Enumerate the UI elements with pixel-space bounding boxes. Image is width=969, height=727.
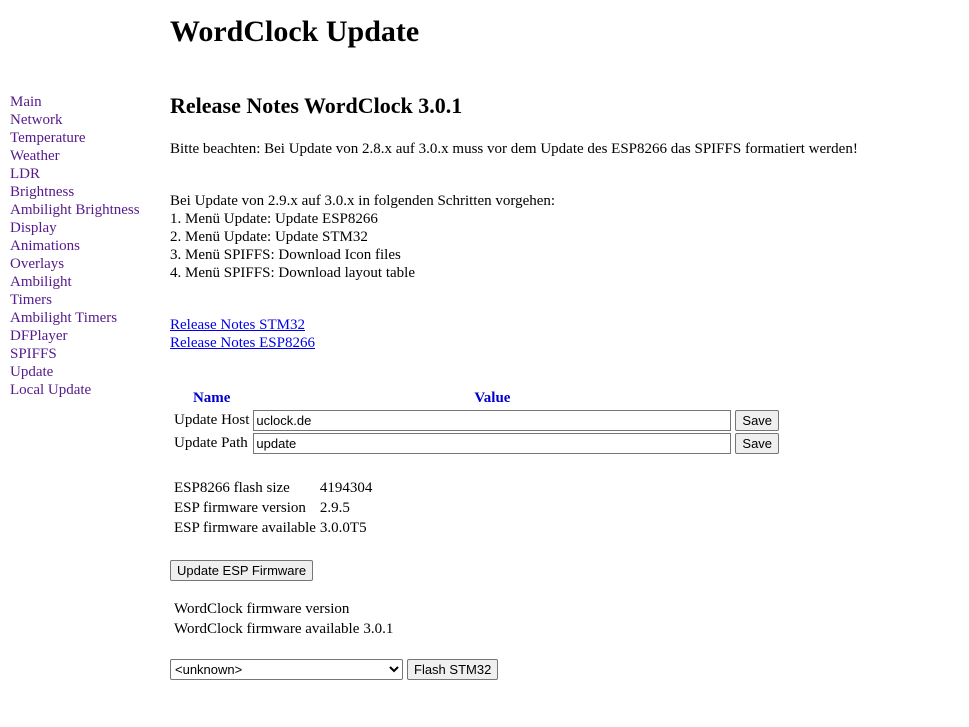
info-row <box>173 479 373 497</box>
nav-link-spiffs[interactable]: SPIFFS <box>10 346 57 362</box>
setting-value-cell <box>252 410 732 431</box>
update-step: 4. Menü SPIFFS: Download layout table <box>170 265 416 281</box>
info-value: 2.9.5 <box>319 500 350 516</box>
column-header-value: Value <box>474 389 511 406</box>
setting-action-cell <box>734 410 780 431</box>
release-notes-title: Release Notes WordClock 3.0.1 <box>170 93 463 118</box>
info-label: ESP8266 flash size <box>174 480 290 496</box>
info-row <box>173 499 373 517</box>
info-row <box>173 519 373 537</box>
setting-action-cell <box>734 433 780 454</box>
nav-link-network[interactable]: Network <box>10 112 63 128</box>
update-step: 2. Menü Update: Update STM32 <box>170 229 368 245</box>
setting-label: Update Host <box>174 412 250 428</box>
info-value: 3.0.1 <box>363 621 394 637</box>
page-title: WordClock Update <box>170 15 420 48</box>
nav-link-overlays[interactable]: Overlays <box>10 256 65 272</box>
column-header-name: Name <box>192 389 231 406</box>
info-row <box>173 620 394 638</box>
info-value <box>362 600 394 618</box>
save-update-path-button[interactable]: Save <box>735 433 779 454</box>
firmware-file-select[interactable] <box>170 659 403 680</box>
nav-link-display[interactable]: Display <box>10 220 57 236</box>
nav-link-ambilight-brightness[interactable]: Ambilight Brightness <box>10 202 140 218</box>
nav-link-ambilight-timers[interactable]: Ambilight Timers <box>10 310 118 326</box>
sidebar-nav <box>10 93 165 399</box>
save-update-host-button[interactable]: Save <box>735 410 779 431</box>
setting-value-cell <box>252 433 732 454</box>
nav-link-local-update[interactable]: Local Update <box>10 382 92 398</box>
nav-link-main[interactable]: Main <box>10 94 42 110</box>
update-host-input[interactable] <box>253 410 731 431</box>
update-settings-table <box>171 386 782 456</box>
nav-link-timers[interactable]: Timers <box>10 292 52 308</box>
info-label: ESP firmware version <box>174 500 306 516</box>
release-notes-links <box>170 316 315 352</box>
release-notes-esp8266-link[interactable]: Release Notes ESP8266 <box>170 335 315 351</box>
nav-link-update[interactable]: Update <box>10 364 54 380</box>
info-label: ESP firmware available <box>174 520 316 536</box>
settings-header-row <box>173 388 780 408</box>
update-path-input[interactable] <box>253 433 731 454</box>
setting-row-update-path <box>173 433 780 454</box>
nav-link-dfplayer[interactable]: DFPlayer <box>10 328 68 344</box>
info-row <box>173 600 394 618</box>
info-value: 4194304 <box>319 480 373 496</box>
release-notes-stm32-link[interactable]: Release Notes STM32 <box>170 317 305 333</box>
nav-link-temperature[interactable]: Temperature <box>10 130 86 146</box>
nav-link-weather[interactable]: Weather <box>10 148 60 164</box>
flash-stm32-row <box>170 659 498 680</box>
nav-link-ldr[interactable]: LDR <box>10 166 40 182</box>
info-value: 3.0.0T5 <box>319 520 367 536</box>
setting-label: Update Path <box>174 435 248 451</box>
nav-link-ambilight[interactable]: Ambilight <box>10 274 72 290</box>
update-esp-firmware-button[interactable]: Update ESP Firmware <box>170 560 313 581</box>
esp-info-table <box>171 477 375 539</box>
update-step: 3. Menü SPIFFS: Download Icon files <box>170 247 401 263</box>
nav-link-brightness[interactable]: Brightness <box>10 184 75 200</box>
flash-stm32-button[interactable]: Flash STM32 <box>407 659 498 680</box>
setting-row-update-host <box>173 410 780 431</box>
wordclock-info-table <box>171 598 396 640</box>
info-label: WordClock firmware available <box>174 621 360 637</box>
spiffs-format-notice: Bitte beachten: Bei Update von 2.8.x auf 3.0.x muss vor dem Update des ESP8266 das SPIFFS formatiert werden! <box>170 141 858 157</box>
update-step: 1. Menü Update: Update ESP8266 <box>170 211 378 227</box>
info-label: WordClock firmware version <box>174 601 350 617</box>
column-header-action <box>734 388 780 408</box>
update-steps <box>170 192 555 282</box>
update-steps-intro: Bei Update von 2.9.x auf 3.0.x in folgenden Schritten vorgehen: <box>170 193 556 209</box>
nav-link-animations[interactable]: Animations <box>10 238 80 254</box>
